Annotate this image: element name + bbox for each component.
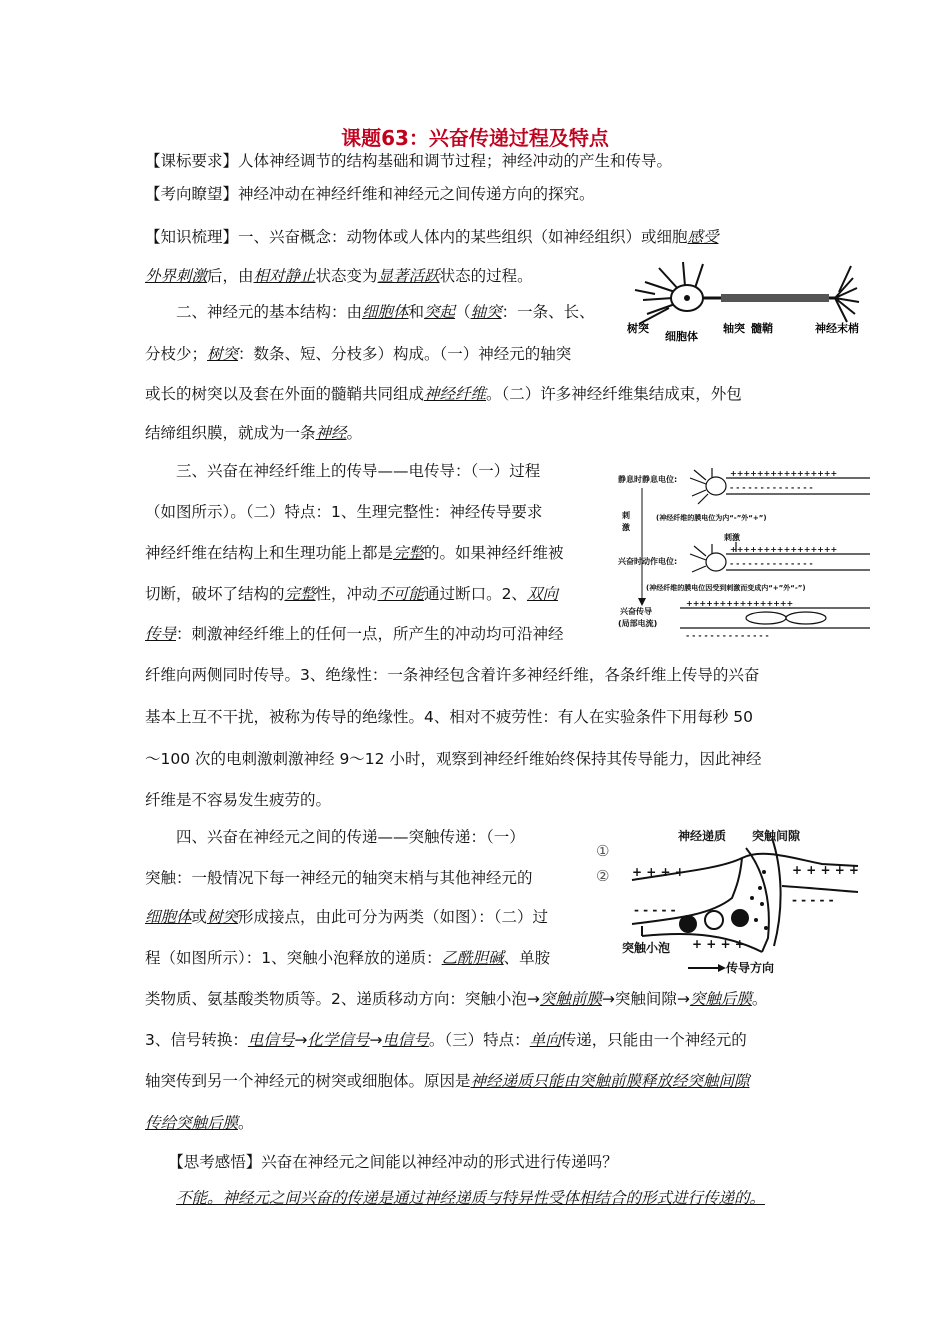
text-line-8 [145, 422, 362, 444]
underlined-answer: 完整 [284, 585, 316, 603]
neuron-label-soma: 细胞体 [665, 330, 698, 343]
text-span: 。 [751, 990, 768, 1008]
circled-number-2: ② [596, 867, 610, 885]
synapse-label-cleft: 突触间隙 [752, 829, 801, 843]
text-span: 传递，只能由一个神经元的 [560, 1031, 747, 1049]
synapse-label-neurotransmitter: 神经递质 [678, 829, 727, 843]
text-span: 或 [191, 908, 208, 926]
svg-text:- - - - -: - - - - - [792, 893, 834, 907]
text-line-10 [145, 501, 542, 523]
underlined-answer: 相对静止 [253, 267, 316, 285]
conduction-label-stim-2: 激 [622, 523, 630, 532]
underlined-answer: 乙酰胆碱 [441, 949, 504, 967]
conduction-minus-row-bottom: - - - - - - - - - - - - - - [686, 631, 769, 640]
text-span: 性，冲动 [315, 585, 378, 603]
conduction-label-resting: 静息时静息电位: [618, 475, 678, 484]
text-span: （如图所示）。（二）特点：1、生理完整性：神经传导要求 [145, 503, 543, 521]
text-span: 程（如图所示）：1、突触小泡释放的递质： [145, 949, 442, 967]
conduction-label-stimulus: 刺激 [724, 533, 740, 542]
text-span: （ [455, 303, 471, 321]
text-span: 切断，破坏了结构的 [145, 585, 285, 603]
underlined-answer: 电信号 [382, 1031, 429, 1049]
svg-text:+ + + +: + + + + [632, 865, 685, 879]
text-span: ：一条、长、 [501, 303, 595, 321]
text-line-23 [145, 1029, 747, 1051]
text-line-18 [145, 826, 525, 848]
text-line-7 [145, 383, 742, 405]
underlined-answer: 神经纤维 [424, 385, 487, 403]
text-span: ：数条、短、分枝多）构成。（一）神经元的轴突 [238, 345, 572, 363]
text-span: → [294, 1031, 308, 1049]
text-line-20 [145, 906, 548, 928]
underlined-answer: 不可能 [377, 585, 425, 603]
text-span: 。 [346, 424, 363, 442]
text-span: 二、神经元的基本结构：由 [145, 303, 363, 321]
text-span: 【课标要求】人体神经调节的结构基础和调节过程；神经冲动的产生和传导。 [145, 152, 673, 170]
text-span: 3、信号转换： [145, 1031, 248, 1049]
underlined-answer: 传给突触后膜 [145, 1114, 239, 1132]
underlined-answer: 感受 [687, 228, 719, 246]
text-span: 后，由 [207, 267, 254, 285]
neuron-label-terminal: 神经末梢 [815, 322, 859, 335]
text-line-16 [145, 748, 761, 770]
text-line-6 [145, 343, 571, 365]
text-span: 结缔组织膜，就成为一条 [145, 424, 316, 442]
text-line-13 [145, 623, 564, 645]
text-span: 。 [238, 1114, 254, 1132]
conduction-label-propagation: 兴奋传导 [620, 607, 652, 616]
text-line-14 [145, 664, 759, 686]
text-line-19 [145, 867, 533, 889]
conduction-label-stim-1: 刺 [622, 511, 630, 520]
conduction-diagram [616, 468, 872, 646]
text-span: 状态变为 [315, 267, 378, 285]
text-line-3 [145, 226, 719, 248]
text-line-17 [145, 789, 331, 811]
neuron-label-dendrite: 树突 [627, 322, 649, 335]
conduction-label-action: 兴奋时动作电位: [618, 557, 678, 566]
text-line-15 [145, 706, 753, 728]
text-line-27 [145, 1187, 765, 1209]
underlined-answer: 细胞体 [145, 908, 192, 926]
underlined-answer: 电信号 [247, 1031, 295, 1049]
svg-text:- - - - -: - - - - - [634, 903, 676, 917]
conduction-plus-row-bottom: ++++++++++++++++ [686, 599, 794, 608]
conduction-label-local-current: (局部电流) [618, 619, 658, 628]
underlined-answer: 完整 [393, 544, 425, 562]
circled-number-1: ① [596, 842, 610, 860]
conduction-plus-row-top: ++++++++++++++++ [730, 469, 838, 478]
synapse-label-direction: 传导方向 [726, 961, 775, 975]
text-span: 三、兴奋在神经纤维上的传导——电传导：（一）过程 [145, 462, 541, 480]
text-span: 通过断口。2、 [424, 585, 527, 603]
underlined-answer: 轴突 [470, 303, 502, 321]
underlined-answer: 神经递质只能由突触前膜释放经突触间隙 [470, 1072, 750, 1090]
text-span: 【考向瞭望】神经冲动在神经纤维和神经元之间传递方向的探究。 [145, 185, 595, 203]
text-line-12 [145, 583, 558, 605]
underlined-answer: 树突 [207, 908, 239, 926]
underlined-answer: 外界刺激 [145, 267, 208, 285]
conduction-minus-row-top: - - - - - - - - - - - - - - [730, 483, 813, 492]
text-span: ～100 次的电刺激刺激神经 9～12 小时，观察到神经纤维始终保持其传导能力，因此神经 [145, 750, 762, 768]
text-line-1 [145, 150, 672, 172]
underlined-answer: 单向 [529, 1031, 561, 1049]
text-span: 或长的树突以及套在外面的髓鞘共同组成 [145, 385, 425, 403]
svg-text:+ + + +: + + + + [692, 937, 745, 951]
text-span: 分枝少； [145, 345, 208, 363]
text-line-11 [145, 542, 564, 564]
text-span: 轴突传到另一个神经元的树突或细胞体。原因是 [145, 1072, 471, 1090]
text-span: 神经纤维在结构上和生理功能上都是 [145, 544, 394, 562]
neuron-label-myelin: 髓鞘 [751, 322, 773, 335]
text-span: 类物质、氨基酸类物质等。2、递质移动方向：突触小泡→ [145, 990, 540, 1008]
text-span: 。（三）特点： [428, 1031, 530, 1049]
conduction-plus-row-mid: ++++++++++++++++ [730, 545, 838, 554]
text-line-25 [145, 1112, 254, 1134]
conduction-note-resting: (神经纤维的膜电位为内“-”外“+”) [656, 514, 767, 522]
synapse-diagram [622, 828, 862, 976]
text-line-9 [145, 460, 540, 482]
synapse-label-vesicle: 突触小泡 [622, 941, 671, 955]
underlined-answer: 树突 [207, 345, 239, 363]
underlined-answer: 突触前膜 [539, 990, 602, 1008]
text-span: ：刺激神经纤维上的任何一点，所产生的冲动均可沿神经 [176, 625, 564, 643]
text-span: → [369, 1031, 383, 1049]
text-span: 、单胺 [503, 949, 551, 967]
underlined-answer: 传导 [145, 625, 177, 643]
underlined-answer: 神经 [315, 424, 347, 442]
underlined-answer: 突起 [424, 303, 456, 321]
text-span: 四、兴奋在神经元之间的传递——突触传递：（一） [145, 828, 525, 846]
conduction-minus-row-mid: - - - - - - - - - - - - - - [730, 559, 813, 568]
neuron-label-axon: 轴突 [723, 322, 745, 335]
text-line-26 [145, 1151, 618, 1173]
underlined-answer: 显著活跃 [377, 267, 440, 285]
text-span: 。（二）许多神经纤维集结成束，外包 [486, 385, 742, 403]
text-span: 【知识梳理】一、兴奋概念：动物体或人体内的某些组织（如神经组织）或细胞 [145, 228, 688, 246]
text-span: →突触间隙→ [601, 990, 690, 1008]
underlined-answer: 化学信号 [307, 1031, 370, 1049]
text-span: 纤维是不容易发生疲劳的。 [145, 791, 332, 809]
underlined-answer: 不能。神经元之间兴奋的传递是通过神经递质与特异性受体相结合的形式进行传递的。 [176, 1189, 766, 1207]
text-span [145, 1189, 176, 1207]
text-span: 【思考感悟】兴奋在神经元之间能以神经冲动的形式进行传递吗？ [145, 1153, 618, 1171]
text-line-22 [145, 988, 767, 1010]
text-span: 的。如果神经纤维被 [424, 544, 564, 562]
text-span: 状态的过程。 [439, 267, 533, 285]
underlined-answer: 细胞体 [362, 303, 409, 321]
text-line-24 [145, 1070, 750, 1092]
text-span: 基本上互不干扰，被称为传导的绝缘性。4、相对不疲劳性：有人在实验条件下用每秒 50 [145, 708, 754, 726]
text-span: 突触：一般情况下每一神经元的轴突末梢与其他神经元的 [145, 869, 533, 887]
text-line-2 [145, 183, 595, 205]
underlined-answer: 双向 [526, 585, 558, 603]
underlined-answer: 突触后膜 [689, 990, 752, 1008]
text-span: 纤维向两侧同时传导。3、绝缘性：一条神经包含着许多神经纤维，各条纤维上传导的兴奋 [145, 666, 760, 684]
conduction-note-action: (神经纤维的膜电位因受到刺激而变成内“+”外“-”) [646, 584, 806, 592]
neuron-diagram [625, 252, 870, 344]
text-line-5 [145, 301, 595, 323]
text-span: 和 [408, 303, 425, 321]
text-line-4 [145, 265, 533, 287]
text-span: 形成接点，由此可分为两类（如图）：（二）过 [238, 908, 549, 926]
page-title: 课题63：兴奋传递过程及特点 [341, 126, 609, 150]
svg-text:+ + + + +: + + + + + [792, 863, 859, 877]
text-line-21 [145, 947, 550, 969]
